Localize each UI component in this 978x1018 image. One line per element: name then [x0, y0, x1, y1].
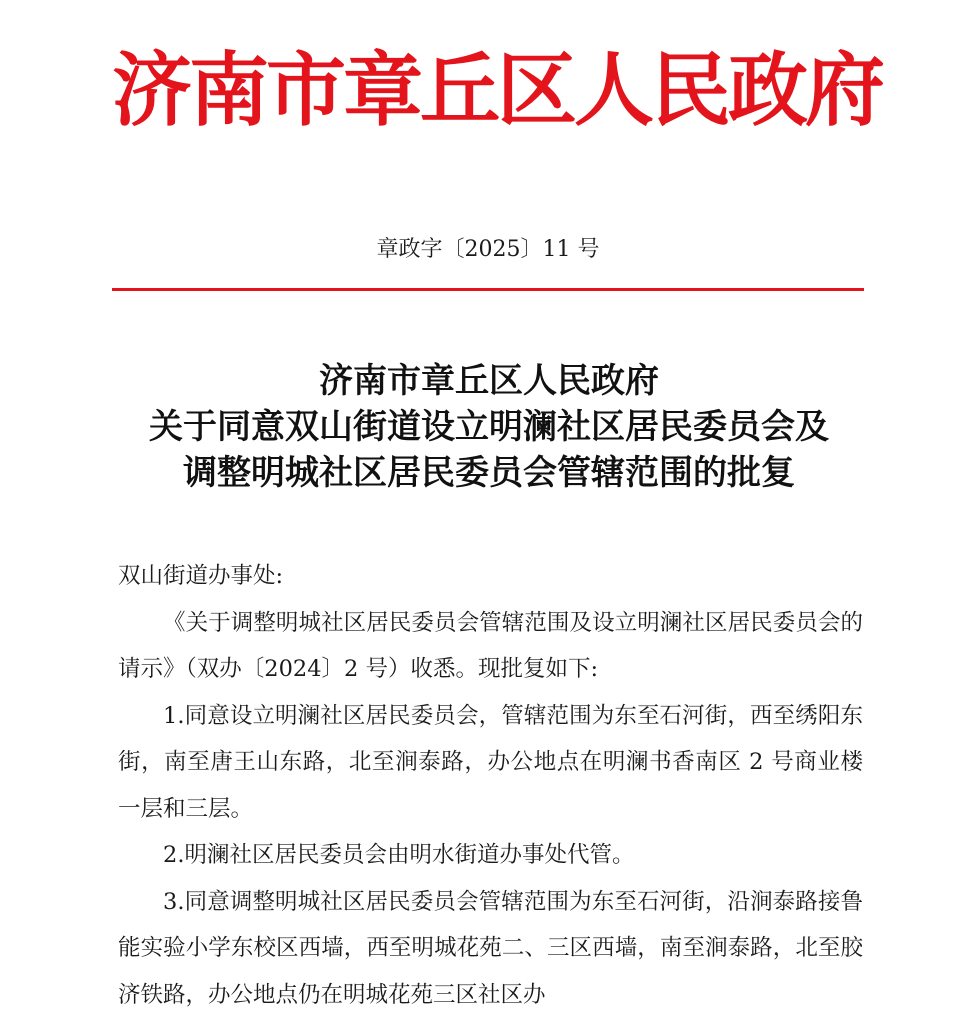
document-title — [100, 358, 878, 496]
document-body — [118, 553, 863, 1018]
paragraph-item-1: 1.同意设立明澜社区居民委员会，管辖范围为东至石河街，西至绣阳东街，南至唐王山东路，北至涧泰路，办公地点在明澜书香南区 2 号商业楼一层和三层。 — [118, 693, 863, 833]
paragraph-receipt: 《关于调整明城社区居民委员会管辖范围及设立明澜社区居民委员会的请示》（双办〔2024〕2 号）收悉。现批复如下: — [118, 600, 863, 693]
paragraph-item-2: 2.明澜社区居民委员会由明水街道办事处代管。 — [118, 832, 863, 879]
red-divider — [112, 288, 864, 291]
issuer-masthead: 济南市章丘区人民政府 — [112, 40, 864, 140]
paragraph-item-3: 3.同意调整明城社区居民委员会管辖范围为东至石河街，沿涧泰路接鲁能实验小学东校区西墙，西至明城花苑二、三区西墙，南至涧泰路，北至胶济铁路，办公地点仍在明城花苑三区社区办 — [118, 879, 863, 1018]
document-number: 章政字〔2025〕11 号 — [112, 230, 864, 270]
salutation: 双山街道办事处: — [118, 553, 863, 600]
title-line-3: 调整明城社区居民委员会管辖范围的批复 — [100, 450, 878, 496]
title-line-1: 济南市章丘区人民政府 — [100, 358, 878, 404]
title-line-2: 关于同意双山街道设立明澜社区居民委员会及 — [100, 404, 878, 450]
